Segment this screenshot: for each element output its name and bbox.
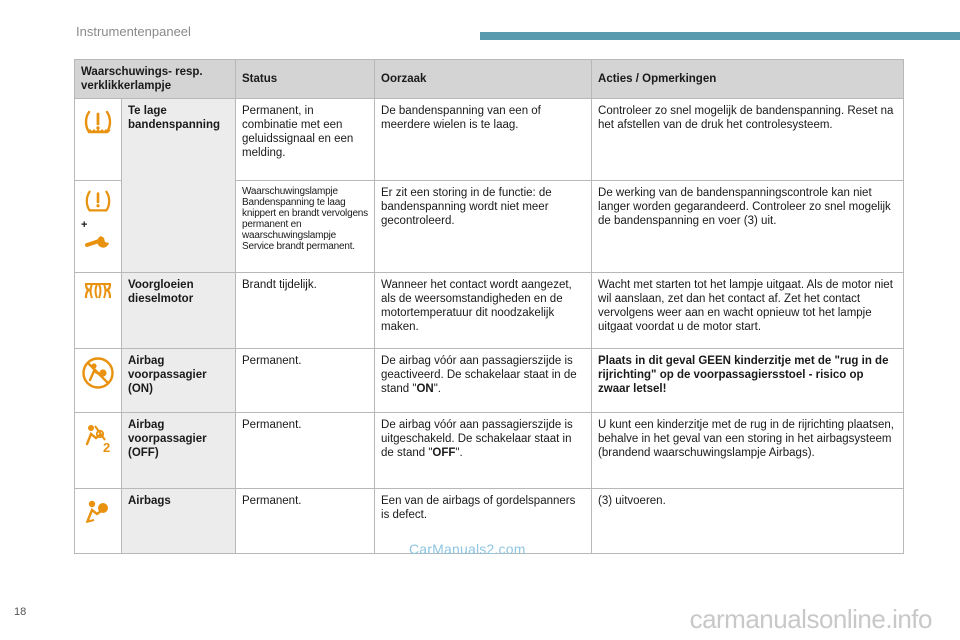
airbags-icon xyxy=(75,489,122,554)
tyre-pressure-icon xyxy=(83,188,113,216)
section-title: Instrumentenpaneel xyxy=(76,24,191,39)
page-number: 18 xyxy=(14,606,27,618)
action-cell: Plaats in dit geval GEEN kinderzitje met de "rug in de rijrichting" op de voorpassagiersstoel - risico op zwaar letsel! xyxy=(592,349,904,413)
airbag-on-icon xyxy=(75,349,122,413)
cause-cell: Er zit een storing in de functie: de bandenspanning wordt niet meer gecontroleerd. xyxy=(375,181,592,273)
lamp-name-low-tyre-pressure: Te lage bandenspanning xyxy=(122,99,236,273)
cause-cell: De bandenspanning van een of meerdere wielen is te laag. xyxy=(375,99,592,181)
action-cell: Controleer zo snel mogelijk de bandenspanning. Reset na het afstellen van de druk het controlesysteem. xyxy=(592,99,904,181)
column-header-lamp: Waarschuwings- resp. verklikkerlampje xyxy=(75,60,236,99)
cause-cell: Wanneer het contact wordt aangezet, als de weersomstandigheden en de motortemperatuur dit noodzakelijk maken. xyxy=(375,273,592,349)
status-cell: Permanent. xyxy=(236,349,375,413)
airbag-off-icon xyxy=(75,413,122,489)
action-cell: (3) uitvoeren. xyxy=(592,489,904,554)
glow-plug-icon xyxy=(75,273,122,349)
status-cell: Permanent. xyxy=(236,413,375,489)
lamp-name-airbag-off: Airbag voorpassagier (OFF) xyxy=(122,413,236,489)
status-cell: Permanent. xyxy=(236,489,375,554)
service-wrench-icon xyxy=(84,234,112,250)
plus-sign: + xyxy=(81,219,88,231)
table-row xyxy=(75,349,904,413)
lamp-name-airbags: Airbags xyxy=(122,489,236,554)
lamp-name-glow-plug: Voorgloeien dieselmotor xyxy=(122,273,236,349)
svg-text:2: 2 xyxy=(103,440,111,454)
table-header-row xyxy=(75,60,904,99)
header-accent-bar xyxy=(480,32,960,40)
column-header-status: Status xyxy=(236,60,375,99)
status-cell: Permanent, in combinatie met een geluidssignaal en een melding. xyxy=(236,99,375,181)
status-cell: Brandt tijdelijk. xyxy=(236,273,375,349)
watermark-link[interactable]: CarManuals2.com xyxy=(409,541,526,557)
cause-cell: De airbag vóór aan passagierszijde is uitgeschakeld. De schakelaar staat in de stand "OFF". xyxy=(375,413,592,489)
lamp-name-airbag-on: Airbag voorpassagier (ON) xyxy=(122,349,236,413)
action-cell: Wacht met starten tot het lampje uitgaat. Als de motor niet wil aanslaan, zet dan het contact af. Zet het contact vervolgens weer aan en wacht opnieuw tot het lampje uitgaat voordat u de motor start. xyxy=(592,273,904,349)
status-cell: Waarschuwingslampje Bandenspanning te laag knippert en brandt vervolgens permanent en waarschuwingslampje Service brandt permanent. xyxy=(236,181,375,273)
table-row xyxy=(75,413,904,489)
action-cell: De werking van de bandenspanningscontrole kan niet langer worden gegarandeerd. Controleer zo snel mogelijk de bandenspanning en voer (3) uit. xyxy=(592,181,904,273)
column-header-cause: Oorzaak xyxy=(375,60,592,99)
cause-cell: De airbag vóór aan passagierszijde is geactiveerd. De schakelaar staat in de stand "ON". xyxy=(375,349,592,413)
column-header-actions: Acties / Opmerkingen xyxy=(592,60,904,99)
table-row xyxy=(75,99,904,181)
warning-lamps-table xyxy=(74,59,904,554)
footer-watermark: carmanualsonline.info xyxy=(689,604,932,634)
action-cell: U kunt een kinderzitje met de rug in de rijrichting plaatsen, behalve in het geval van een storing in het airbagsysteem (brandend waarschuwingslampje Airbags). xyxy=(592,413,904,489)
tyre-pressure-icon xyxy=(75,99,122,181)
cause-cell: Een van de airbags of gordelspanners is defect. xyxy=(375,489,592,554)
table-row xyxy=(75,273,904,349)
